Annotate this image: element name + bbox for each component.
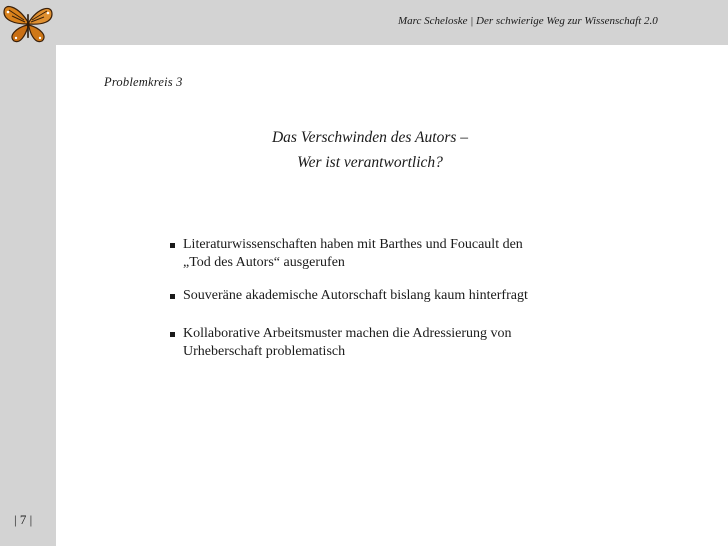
bullet-list (168, 236, 608, 361)
bullet-item (168, 287, 608, 305)
header-running-title: Marc Scheloske | Der schwierige Weg zur Wissenschaft 2.0 (398, 15, 658, 27)
bullet-square-icon (170, 294, 175, 299)
bullet-item (168, 236, 608, 272)
bullet-square-icon (170, 243, 175, 248)
bullet-item (168, 325, 608, 361)
bullet-text-line: Urheberschaft problematisch (183, 344, 346, 359)
butterfly-icon (0, 0, 56, 45)
band-corner (56, 45, 96, 85)
section-label: Problemkreis 3 (104, 75, 183, 89)
slide-title-line-1: Das Verschwinden des Autors – (271, 129, 469, 146)
bullet-text-line: Souveräne akademische Autorschaft bislang kaum hinterfragt (183, 288, 528, 303)
bullet-square-icon (170, 332, 175, 337)
bullet-text-line: Kollaborative Arbeitsmuster machen die Adressierung von (183, 326, 512, 341)
slide-title-line-2: Wer ist verantwortlich? (297, 154, 443, 171)
left-band (0, 0, 56, 546)
bullet-text-line: Literaturwissenschaften haben mit Barthes und Foucault den (183, 237, 523, 252)
bullet-text-line: „Tod des Autors“ ausgerufen (183, 255, 345, 270)
page-number: | 7 | (14, 512, 33, 527)
slide-title (180, 125, 560, 175)
